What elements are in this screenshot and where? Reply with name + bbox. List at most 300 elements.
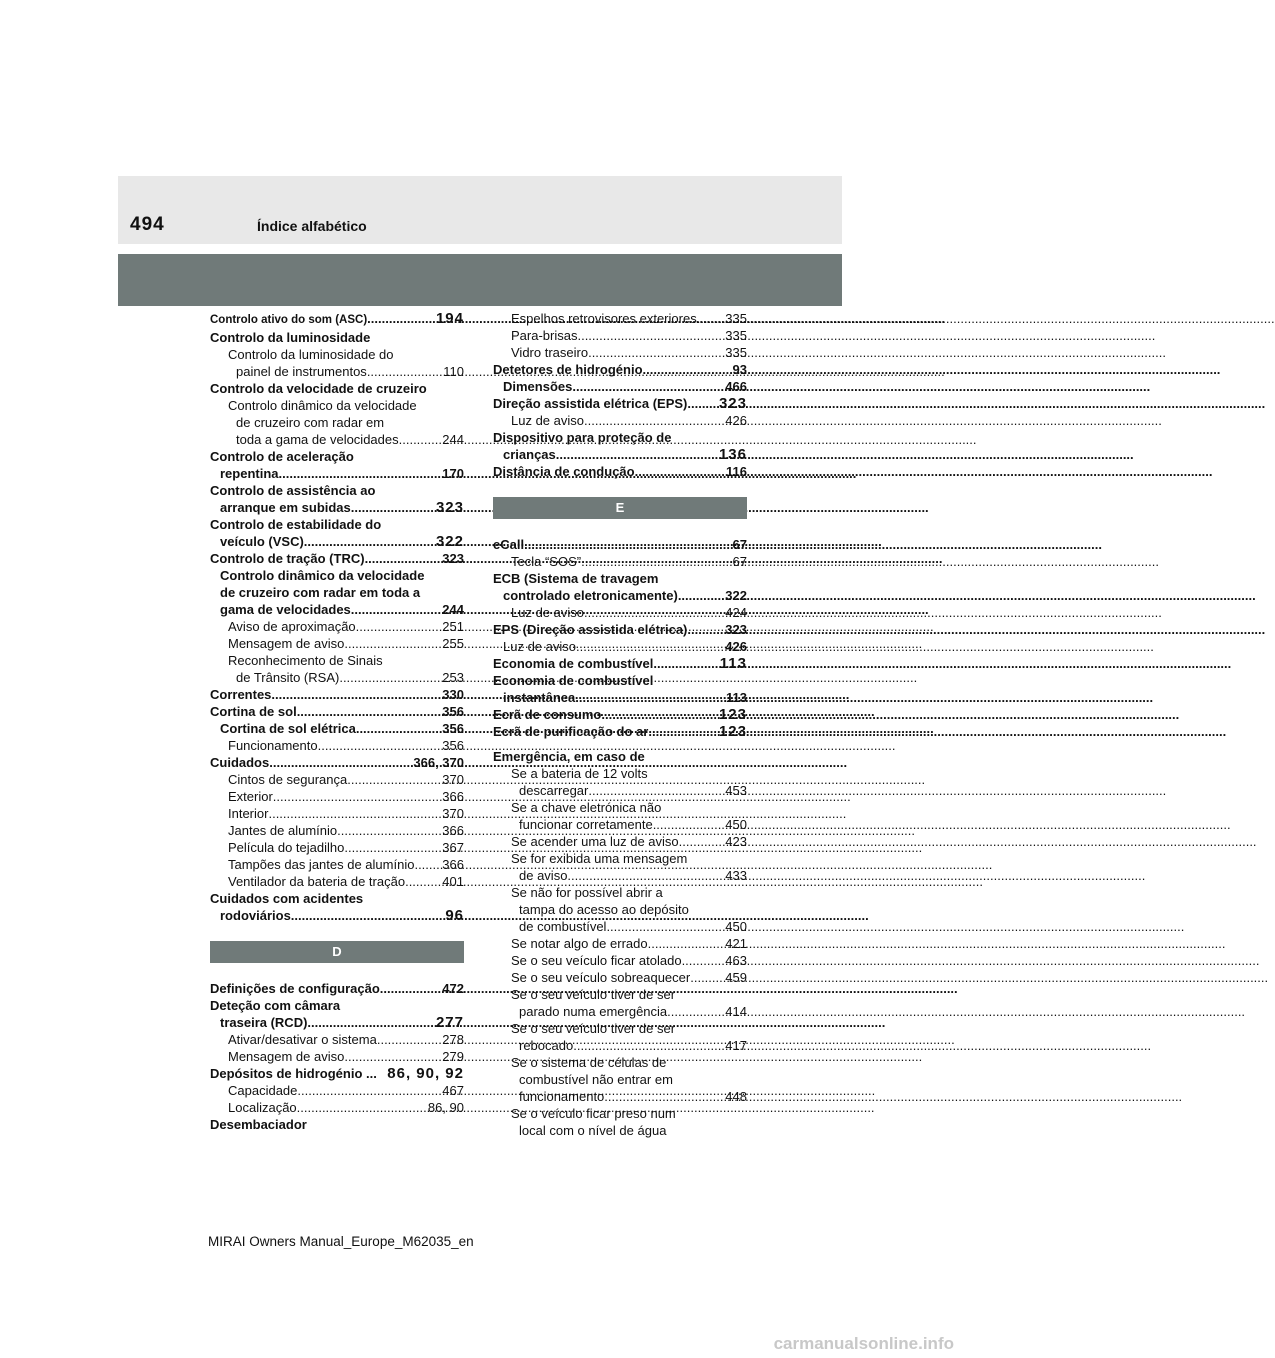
entry-page-number[interactable]: 450 [725,817,747,832]
entry-term: Dispositivo para proteção de [493,430,672,445]
index-entry[interactable] [210,414,464,431]
entry-page-number[interactable]: 251 [442,619,464,634]
entry-term: Espelhos retrovisores exteriores [511,311,697,326]
entry-page-number[interactable]: 277 [435,1014,464,1031]
entry-page-number[interactable]: 433 [725,868,747,883]
entry-term: Distância de condução [493,464,635,479]
dot-leader [679,833,726,850]
entry-page-number[interactable]: 426 [725,639,747,654]
index-entry[interactable] [210,1031,464,1048]
entry-page-number[interactable]: 86, 90 [427,1100,464,1115]
index-entry[interactable] [210,771,464,788]
index-entry[interactable] [493,867,747,884]
dot-leader [291,907,446,924]
entry-page-number[interactable]: 414 [725,1004,747,1019]
entry-term: Tampões das jantes de alumínio [228,857,415,872]
entry-page-number[interactable]: 322 [435,533,464,550]
dot-leader [367,363,443,380]
index-entry[interactable] [210,839,464,856]
index-entry[interactable] [493,748,747,765]
dot-leader [576,638,725,655]
dot-leader [601,706,719,723]
index-entry[interactable] [493,952,747,969]
index-entry[interactable] [493,672,747,689]
entry-term: Mensagem de aviso [228,1049,345,1064]
index-entry[interactable] [493,689,747,706]
index-entry[interactable] [493,799,747,816]
entry-page-number[interactable]: 67 [732,537,747,552]
dot-leader [653,816,726,833]
index-entry[interactable] [493,604,747,621]
dot-leader [682,952,726,969]
index-entry[interactable] [210,431,464,448]
entry-page-number[interactable]: 356 [442,738,464,753]
entry-term: Se o sistema de células de [511,1055,667,1070]
entry-page-number[interactable]: 335 [725,311,747,326]
header-band [118,176,842,244]
dot-leader [344,635,442,652]
index-entry[interactable] [210,448,464,465]
index-entry[interactable] [210,363,464,380]
entry-term: Cuidados [210,755,270,770]
entry-page-number[interactable]: 356 [442,721,464,736]
entry-term: veículo (VSC) [220,534,304,549]
dot-leader [297,703,443,720]
dot-leader [318,737,443,754]
entry-term: Direção assistida elétrica (EPS) [493,396,688,411]
entry-term: tampa do acesso ao depósito [519,902,689,917]
entry-page-number[interactable]: 448 [725,1089,747,1104]
decorative-band [118,254,842,306]
entry-term: Cuidados com acidentes [210,891,364,906]
index-entry[interactable] [493,816,747,833]
dot-leader [697,310,726,327]
entry-page-number[interactable]: 466 [725,379,747,394]
entry-page-number[interactable]: 244 [442,432,464,447]
entry-term: Se acender uma luz de aviso [511,834,679,849]
index-entry[interactable] [210,635,464,652]
entry-term: Luz de aviso [511,605,584,620]
index-entry[interactable] [493,706,747,723]
entry-page-number[interactable]: 194 [435,310,464,327]
index-entry[interactable] [210,550,464,567]
index-entry[interactable] [210,397,464,414]
entry-page-number[interactable]: 426 [725,413,747,428]
entry-term: controlado eletronicamente) [503,588,678,603]
index-entry[interactable] [210,516,464,533]
dot-leader [268,805,442,822]
index-entry[interactable] [493,935,747,952]
entry-page-number[interactable]: 472 [442,981,464,996]
entry-term: combustível não entrar em [519,1072,673,1087]
entry-spacer [493,740,747,748]
index-entry[interactable] [210,601,464,618]
entry-page-number[interactable]: 323 [442,551,464,566]
index-entry[interactable] [210,669,464,686]
dot-leader [414,856,442,873]
entry-page-number[interactable]: 170 [442,466,464,481]
index-entry[interactable] [493,1088,747,1105]
entry-page-number[interactable]: 96 [445,907,464,924]
index-column-left [210,310,464,1133]
index-entry[interactable] [493,378,747,395]
entry-term: Funcionamento [228,738,318,753]
entry-term: Capacidade [228,1083,298,1098]
index-entry[interactable] [210,980,464,997]
dot-leader [577,327,725,344]
section-title: Índice alfabético [257,218,367,234]
entry-page-number[interactable]: 370 [442,806,464,821]
dot-leader [351,601,443,618]
index-entry[interactable] [210,822,464,839]
dot-leader [399,431,443,448]
index-entry[interactable] [210,703,464,720]
entry-term: Exterior [228,789,273,804]
entry-term: Controlo dinâmico da velocidade [228,398,417,413]
entry-page-number[interactable]: 467 [442,1083,464,1098]
index-entry[interactable] [210,346,464,363]
entry-page-number[interactable]: 417 [725,1038,747,1053]
entry-page-number[interactable]: 93 [732,362,747,377]
index-entry[interactable] [493,918,747,935]
entry-page-number[interactable]: 123 [718,723,747,740]
entry-page-number[interactable]: 335 [725,345,747,360]
entry-term: Interior [228,806,269,821]
entry-term: Tecla “SOS” [511,554,582,569]
dot-leader [575,689,726,706]
entry-page-number[interactable]: 453 [725,783,747,798]
entry-term: Vidro traseiro [511,345,589,360]
entry-term: Economia de combustível [493,656,654,671]
entry-page-number[interactable]: 278 [442,1032,464,1047]
entry-term: parado numa emergência [519,1004,668,1019]
entry-term: crianças [503,447,556,462]
entry-term: Controlo dinâmico da velocidade [220,568,425,583]
entry-page-number[interactable]: 113 [719,655,747,672]
entry-page-number[interactable]: 323 [718,395,747,412]
entry-page-number[interactable]: 370 [442,772,464,787]
entry-term: Película do tejadilho [228,840,345,855]
entry-term: de cruzeiro com radar em [236,415,385,430]
index-entry[interactable] [210,380,464,397]
index-entry[interactable] [210,584,464,601]
index-entry[interactable] [493,884,747,901]
entry-term: funcionamento [519,1089,605,1104]
index-entry[interactable] [210,618,464,635]
index-entry[interactable] [493,638,747,655]
index-entry[interactable] [493,536,747,553]
index-entry[interactable] [210,1116,464,1133]
index-entry[interactable] [493,361,747,378]
dot-leader [648,935,726,952]
index-entry[interactable] [493,429,747,446]
entry-page-number[interactable]: 421 [725,936,747,951]
entry-term: arranque em subidas [220,500,351,515]
entry-term: funcionar corretamente [519,817,653,832]
index-entry[interactable] [210,499,464,516]
dot-leader [635,463,726,480]
index-entry[interactable] [493,1037,747,1054]
dot-leader [351,499,436,516]
index-entry[interactable] [493,1105,747,1122]
index-entry[interactable] [493,553,747,570]
dot-leader [377,1031,442,1048]
entry-term: Cortina de sol [210,704,297,719]
index-entry[interactable] [493,833,747,850]
entry-term: Localização [228,1100,297,1115]
dot-leader [307,1014,436,1031]
entry-term: Detetores de hidrogénio [493,362,643,377]
index-entry[interactable] [210,856,464,873]
entry-page-number[interactable]: 116 [726,464,747,479]
entry-page-number[interactable]: 253 [442,670,464,685]
index-entry[interactable] [493,1054,747,1071]
index-entry[interactable] [493,344,747,361]
entry-page-number[interactable]: 356 [442,704,464,719]
entry-page-number[interactable]: 323 [435,499,464,516]
entry-term: Se o seu veículo ficar atolado [511,953,682,968]
entry-term: Controlo da luminosidade [210,330,371,345]
entry-term: Correntes [210,687,272,702]
dot-leader [567,867,725,884]
entry-term: Controlo da velocidade de cruzeiro [210,381,427,396]
page-number: 494 [130,214,165,235]
entry-term: Controlo de aceleração [210,449,354,464]
index-entry[interactable] [210,873,464,890]
entry-term: Desembaciador [210,1117,307,1132]
entry-page-number[interactable]: 255 [442,636,464,651]
dot-leader [588,782,725,799]
index-entry[interactable] [210,686,464,703]
entry-term: Mensagem de aviso [228,636,345,651]
dot-leader [678,587,725,604]
entry-term: ECB (Sistema de travagem [493,571,659,586]
entry-term: repentina [220,466,279,481]
index-entry[interactable] [210,907,464,924]
index-entry[interactable] [493,765,747,782]
dot-leader [606,918,725,935]
entry-term: Se não for possível abrir a [511,885,663,900]
entry-term: Luz de aviso [503,639,576,654]
entry-term: Se o seu veículo sobreaquecer [511,970,691,985]
entry-term: Se notar algo de errado [511,936,648,951]
entry-term: Se o seu veículo tiver de ser [511,987,676,1002]
entry-page-number[interactable]: 424 [725,605,747,620]
index-entry[interactable] [210,567,464,584]
dot-leader [344,1048,442,1065]
dot-leader [687,395,719,412]
index-entry[interactable] [493,723,747,740]
entry-page-number[interactable]: 323 [725,622,747,637]
entry-term: Controlo ativo do som (ASC) [210,314,368,326]
dot-leader [356,720,442,737]
entry-page-number[interactable]: 136 [718,446,747,463]
entry-term: Dimensões [503,379,573,394]
entry-term: painel de instrumentos [236,364,367,379]
entry-page-number[interactable]: 123 [718,706,747,723]
entry-page-number[interactable]: 86, 90, 92 [387,1065,464,1082]
index-entry[interactable] [210,1082,464,1099]
index-entry[interactable] [210,788,464,805]
entry-term: Deteção com câmara [210,998,341,1013]
entry-page-number[interactable]: 459 [725,970,747,985]
index-entry[interactable] [493,1071,747,1088]
dot-leader [365,550,443,567]
index-entry[interactable] [210,652,464,669]
entry-term: Reconhecimento de Sinais [228,653,383,668]
entry-term: Se for exibida uma mensagem [511,851,688,866]
index-entry[interactable] [493,621,747,638]
entry-page-number[interactable]: 366 [442,789,464,804]
watermark: carmanualsonline.info [773,1334,954,1353]
entry-page-number[interactable]: 423 [725,834,747,849]
index-entry[interactable] [210,890,464,907]
entry-term: Cintos de segurança [228,772,348,787]
dot-leader [653,655,719,672]
entry-page-number[interactable]: 113 [726,690,747,705]
entry-page-number[interactable]: 463 [725,953,747,968]
index-entry[interactable] [493,310,747,327]
index-entry[interactable] [210,465,464,482]
index-entry[interactable] [210,805,464,822]
entry-term: Se a bateria de 12 volts [511,766,648,781]
index-entry[interactable] [493,1020,747,1037]
dot-leader [667,1003,725,1020]
entry-term: gama de velocidades [220,602,351,617]
entry-term: Definições de configuração [210,981,380,996]
entry-term: rodoviários [220,908,291,923]
entry-page-number[interactable]: 67 [732,554,747,569]
entry-page-number[interactable]: 330 [442,687,464,702]
dot-leader [297,1082,442,1099]
entry-term: Controlo de estabilidade do [210,517,382,532]
entry-term: Ecrã de consumo [493,707,602,722]
index-entry[interactable] [493,1122,747,1139]
entry-term: Controlo da luminosidade do [228,347,394,362]
index-entry[interactable] [210,329,464,346]
index-entry[interactable] [210,997,464,1014]
entry-page-number[interactable]: 401 [442,874,464,889]
entry-page-number[interactable]: 366, 370 [413,755,464,770]
entry-term: instantânea [503,690,576,705]
dot-leader [344,839,442,856]
entry-term: de Trânsito (RSA) [236,670,340,685]
index-entry[interactable] [210,1048,464,1065]
index-entry[interactable] [210,533,464,550]
index-entry[interactable] [493,986,747,1003]
dot-leader [643,361,733,378]
index-entry[interactable] [493,463,747,480]
index-entry[interactable] [493,587,747,604]
entry-page-number[interactable]: 110 [443,364,464,379]
dot-leader [604,1088,725,1105]
entry-page-number[interactable]: 366 [442,823,464,838]
dot-leader [273,788,443,805]
index-entry[interactable] [210,720,464,737]
dot-leader [279,465,443,482]
dot-leader [573,1037,725,1054]
footer-manual-id: MIRAI Owners Manual_Europe_M62035_en [208,1234,474,1249]
index-column-right [493,310,747,1139]
index-entry[interactable] [493,395,747,412]
dot-leader [271,686,442,703]
entry-term: Se a chave eletrónica não [511,800,662,815]
entry-page-number[interactable]: 367 [442,840,464,855]
dot-leader [304,533,436,550]
dot-leader [356,618,443,635]
index-entry[interactable] [493,901,747,918]
index-entry[interactable] [493,327,747,344]
index-entry[interactable] [210,737,464,754]
index-entry[interactable] [493,570,747,587]
entry-page-number[interactable]: 244 [442,602,464,617]
dot-leader [297,1099,428,1116]
entry-term: local com o nível de água [519,1123,667,1138]
index-entry[interactable] [210,310,464,329]
entry-term: Cortina de sol elétrica [220,721,356,736]
index-entry[interactable] [493,655,747,672]
entry-term: Ecrã de purificação do ar [493,724,649,739]
entry-term: de aviso [519,868,568,883]
index-entry[interactable] [210,1099,464,1116]
dot-leader [584,412,725,429]
index-entry[interactable] [210,482,464,499]
dot-leader [687,621,725,638]
entry-term: Controlo de assistência ao [210,483,376,498]
dot-leader [339,669,442,686]
entry-term: Ventilador da bateria de tração [228,874,406,889]
index-entry[interactable] [493,412,747,429]
dot-leader [380,980,443,997]
entry-term: traseira (RCD) [220,1015,308,1030]
letter-heading-e: E [493,497,747,519]
entry-term: descarregar [519,783,589,798]
dot-leader [269,754,413,771]
index-entry[interactable] [493,850,747,867]
entry-term: Economia de combustível [493,673,654,688]
entry-page-number[interactable]: 366 [442,857,464,872]
entry-page-number[interactable]: 322 [725,588,747,603]
dot-leader [556,446,719,463]
index-entry[interactable] [493,782,747,799]
entry-term: Jantes de alumínio [228,823,338,838]
index-entry[interactable] [493,446,747,463]
index-entry[interactable] [493,1003,747,1020]
dot-leader [572,378,725,395]
dot-leader [347,771,442,788]
dot-leader [581,553,732,570]
index-entry[interactable] [493,969,747,986]
entry-term: Ativar/desativar o sistema [228,1032,377,1047]
entry-term: Luz de aviso [511,413,584,428]
entry-term: toda a gama de velocidades [236,432,399,447]
dot-leader [367,310,436,327]
dot-leader [337,822,442,839]
entry-term: Para-brisas [511,328,578,343]
entry-page-number[interactable]: 279 [442,1049,464,1064]
dot-leader [690,969,725,986]
letter-heading-d: D [210,941,464,963]
entry-term: EPS (Direção assistida elétrica) [493,622,688,637]
entry-term: Aviso de aproximação [228,619,356,634]
entry-page-number[interactable]: 335 [725,328,747,343]
index-entry[interactable] [210,1014,464,1031]
entry-term: de cruzeiro com radar em toda a [220,585,421,600]
index-entry[interactable] [210,754,464,771]
index-entry[interactable] [210,1065,464,1082]
dot-leader [648,723,719,740]
entry-page-number[interactable]: 450 [725,919,747,934]
